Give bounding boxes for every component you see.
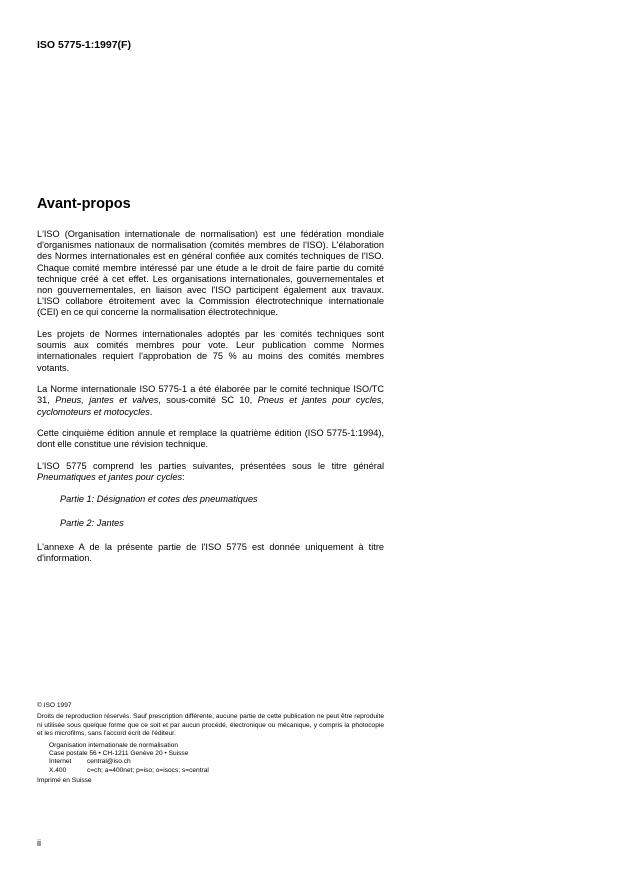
rights-notice: Droits de reproduction réservés. Sauf prescription différente, aucune partie de cette publication ne peut être reproduite ni utilisée sous quelque forme que ce soit et par aucun procédé, électronique ou mécanique, y compris la photocopie et les microfilms, sans l'accord écrit de l'éditeur. bbox=[37, 713, 384, 738]
paragraph-3-text-a: La Norme internationale ISO 5775-1 a été élaborée par le comité technique ISO/TC 31, bbox=[37, 384, 384, 406]
internet-value: central@iso.ch bbox=[87, 758, 131, 766]
printed-in: Imprimé en Suisse bbox=[37, 777, 92, 785]
paragraph-3 bbox=[37, 384, 384, 418]
paragraph-5-text-a: L'ISO 5775 comprend les parties suivantes, présentées sous le titre général bbox=[37, 461, 384, 472]
address-block bbox=[37, 742, 384, 776]
paragraph-3-text-e: . bbox=[149, 406, 153, 417]
page-title: Avant-propos bbox=[37, 196, 131, 212]
internet-label: Internet bbox=[49, 758, 72, 766]
paragraph-3-text-c: , sous-comité SC 10, bbox=[158, 395, 258, 406]
part-2-item: Partie 2: Jantes bbox=[60, 518, 124, 529]
x400-label: X.400 bbox=[49, 766, 67, 774]
org-name: Organisation internationale de normalisation bbox=[49, 741, 179, 749]
copyright-line: © ISO 1997 bbox=[37, 702, 72, 709]
x400-value: c=ch; a=400net; p=iso; o=isocs; s=central bbox=[87, 766, 209, 774]
foreword-body bbox=[37, 229, 384, 575]
postal-address: Case postale 56 • CH-1211 Genève 20 • Suisse bbox=[49, 750, 189, 758]
paragraph-6: L'annexe A de la présente partie de l'ISO 5775 est donnée uniquement à titre d'information. bbox=[37, 542, 384, 564]
page-number: ii bbox=[37, 838, 41, 848]
paragraph-4: Cette cinquième édition annule et remplace la quatrième édition (ISO 5775-1:1994), dont elle constitue une révision technique. bbox=[37, 428, 384, 450]
part-1-item: Partie 1: Désignation et cotes des pneumatiques bbox=[60, 493, 258, 504]
paragraph-1: L'ISO (Organisation internationale de normalisation) est une fédération mondiale d'organismes nationaux de normalisation (comités membres de l'ISO). L'élaboration des Normes internationales est en général confiée aux comités techniques de l'ISO. Chaque comité membre intéressé par une étude a le droit de faire partie du comité technique créé à cet effet. Les organisations internationales, gouvernementales et non gouvernementales, en liaison avec l'ISO participent également aux travaux. L'ISO collabore étroitement avec la Commission électrotechnique internationale (CEI) en ce qui concerne la normalisation électrotechnique. bbox=[37, 229, 384, 318]
document-id-header: ISO 5775-1:1997(F) bbox=[37, 39, 131, 51]
committee-title: Pneus, jantes et valves bbox=[55, 395, 159, 406]
internet-row bbox=[49, 758, 384, 766]
paragraph-5 bbox=[37, 461, 384, 483]
general-title: Pneumatiques et jantes pour cycles bbox=[37, 472, 183, 483]
copyright-footer bbox=[37, 702, 384, 786]
x400-row bbox=[49, 767, 384, 775]
subcommittee-title: Pneus et jantes pour cycles, cyclomoteurs et motocycles bbox=[37, 395, 384, 417]
paragraph-5-text-c: : bbox=[182, 472, 185, 483]
paragraph-2: Les projets de Normes internationales adoptés par les comités techniques sont soumis aux comités membres pour vote. Leur publication comme Normes internationales requiert l'approbation de 75 % au moins des comités membres votants. bbox=[37, 329, 384, 373]
